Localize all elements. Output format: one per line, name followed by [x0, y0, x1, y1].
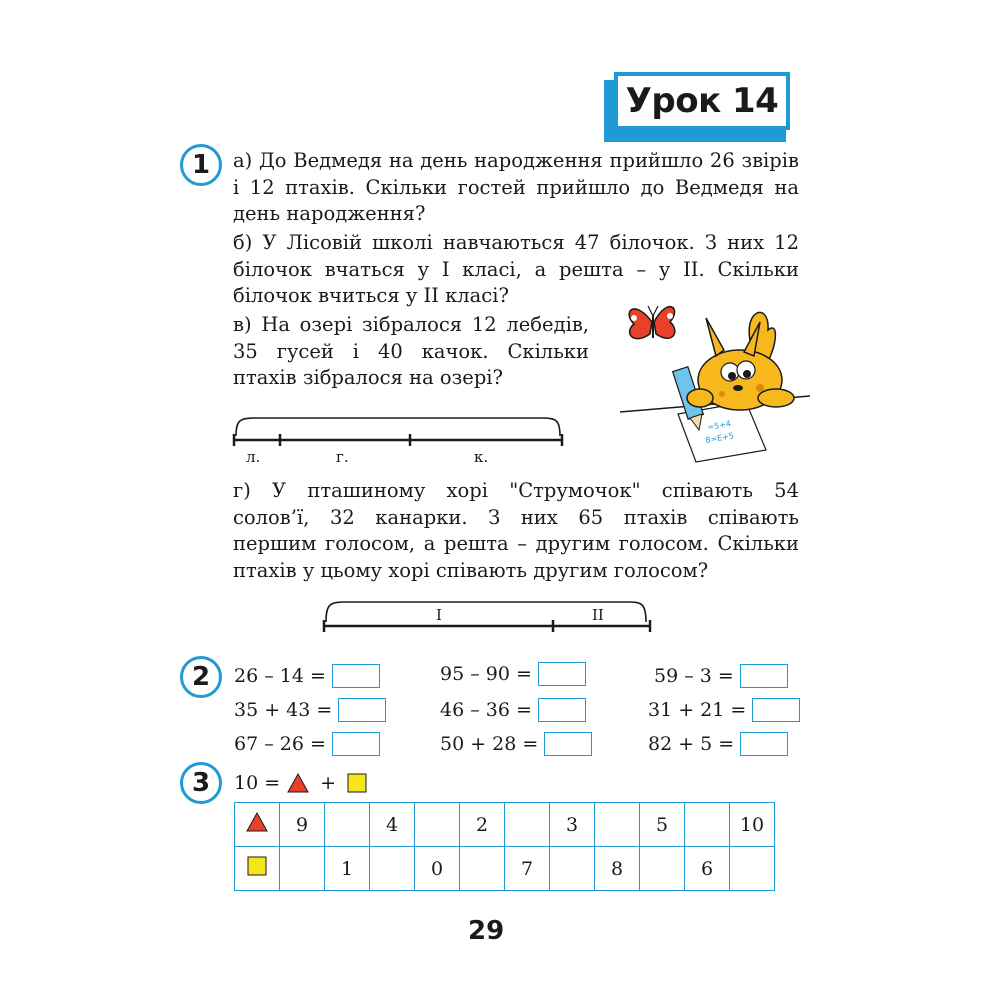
table-cell[interactable]: 3 [550, 803, 595, 847]
answer-box[interactable] [544, 732, 592, 756]
text-line: г) У пташиному хорі "Струмочок" співають 54 [233, 479, 799, 502]
segment-diagram-1 [226, 412, 572, 452]
segment-label: л. [246, 448, 261, 466]
row-header [235, 847, 280, 891]
equation-text: 26 – 14 = [234, 665, 326, 687]
page-number: 29 [468, 916, 505, 946]
table-cell[interactable] [640, 847, 685, 891]
table-cell[interactable] [460, 847, 505, 891]
plus-sign: + [320, 772, 337, 794]
segment-label: к. [474, 448, 489, 466]
task-1-badge [180, 144, 222, 186]
table-cell[interactable]: 0 [415, 847, 460, 891]
answer-box[interactable] [740, 732, 788, 756]
text-line: в) На озері зібралося 12 лебедів, [233, 313, 589, 336]
number-pairs-table [234, 802, 775, 891]
triangle-icon [245, 811, 269, 833]
table-cell[interactable] [550, 847, 595, 891]
paper-line: 8=E+5 [704, 431, 735, 445]
butterfly-icon [629, 306, 675, 339]
table-cell[interactable] [370, 847, 415, 891]
table-cell[interactable]: 2 [460, 803, 505, 847]
text-line: птахів зібралося на озері? [233, 366, 504, 389]
equation [234, 664, 380, 688]
task-2-badge [180, 656, 222, 698]
task-number: 3 [191, 768, 211, 798]
text-line: білочок вчиться у ІІ класі? [233, 284, 509, 307]
equation-text: 67 – 26 = [234, 733, 326, 755]
answer-box[interactable] [740, 664, 788, 688]
task-number: 1 [191, 150, 211, 180]
equation [234, 732, 380, 756]
table-cell[interactable] [415, 803, 460, 847]
table-cell[interactable]: 10 [730, 803, 775, 847]
triangle-row [235, 803, 775, 847]
table-cell[interactable] [730, 847, 775, 891]
equation [440, 662, 586, 686]
equation-text: 59 – 3 = [654, 665, 734, 687]
text-line: день народження? [233, 202, 426, 225]
answer-box[interactable] [752, 698, 800, 722]
brace-arc [236, 418, 560, 436]
equation-text: 31 + 21 = [648, 699, 747, 721]
segment-label: ІІ [592, 606, 604, 624]
text-line: а) До Ведмедя на день народження прийшло 26 звірів [233, 149, 799, 172]
table-cell[interactable] [325, 803, 370, 847]
table-cell[interactable] [505, 803, 550, 847]
table-cell[interactable]: 9 [280, 803, 325, 847]
task-1g-text [233, 478, 799, 584]
answer-box[interactable] [332, 664, 380, 688]
task-1c-text [233, 312, 589, 392]
lesson-title-box [614, 72, 790, 130]
squirrel-illustration [620, 290, 810, 465]
task-number: 2 [191, 662, 211, 692]
segment-diagram-2 [316, 596, 660, 636]
equation [440, 732, 592, 756]
equation-text: 95 – 90 = [440, 663, 532, 685]
segment-label: І [436, 606, 442, 624]
equation [648, 698, 800, 722]
answer-box[interactable] [538, 662, 586, 686]
table-cell[interactable] [280, 847, 325, 891]
square-icon [246, 855, 268, 877]
text-line: 35 гусей і 40 качок. Скільки [233, 339, 589, 363]
equation-text: 50 + 28 = [440, 733, 539, 755]
square-icon [346, 772, 368, 794]
answer-box[interactable] [332, 732, 380, 756]
equation [654, 664, 788, 688]
paper-line: =5+4 [706, 419, 732, 432]
equation [440, 698, 586, 722]
text-line: солов’ї, 32 канарки. З них 65 птахів співають [233, 505, 799, 529]
lesson-title: Урок 14 [625, 81, 779, 121]
equation-text: 10 = [234, 772, 281, 794]
table-cell[interactable] [595, 803, 640, 847]
segment-label: г. [336, 448, 349, 466]
text-line: і 12 птахів. Скільки гостей прийшло до Ведмедя на [233, 175, 799, 199]
text-line: першим голосом, а решта – другим голосом. Скільки [233, 532, 799, 555]
row-header [235, 803, 280, 847]
triangle-icon [286, 772, 310, 794]
text-line: б) У Лісовій школі навчаються 47 білочок. З них 12 [233, 231, 799, 254]
equation [648, 732, 788, 756]
equation-text: 35 + 43 = [234, 699, 333, 721]
text-line: птахів у цьому хорі співають другим голосом? [233, 558, 709, 582]
equation-text: 82 + 5 = [648, 733, 735, 755]
answer-box[interactable] [338, 698, 386, 722]
table-cell[interactable]: 6 [685, 847, 730, 891]
answer-box[interactable] [538, 698, 586, 722]
shape-equation [234, 772, 368, 794]
table-cell[interactable]: 1 [325, 847, 370, 891]
table-cell[interactable]: 4 [370, 803, 415, 847]
table-cell[interactable]: 8 [595, 847, 640, 891]
square-row [235, 847, 775, 891]
table-cell[interactable]: 7 [505, 847, 550, 891]
table-cell[interactable] [685, 803, 730, 847]
equation [234, 698, 386, 722]
task-1a-text [233, 148, 799, 228]
equation-text: 46 – 36 = [440, 699, 532, 721]
task-3-badge [180, 762, 222, 804]
table-cell[interactable]: 5 [640, 803, 685, 847]
text-line: білочок вчаться у І класі, а решта – у ІІ. Скільки [233, 257, 799, 281]
